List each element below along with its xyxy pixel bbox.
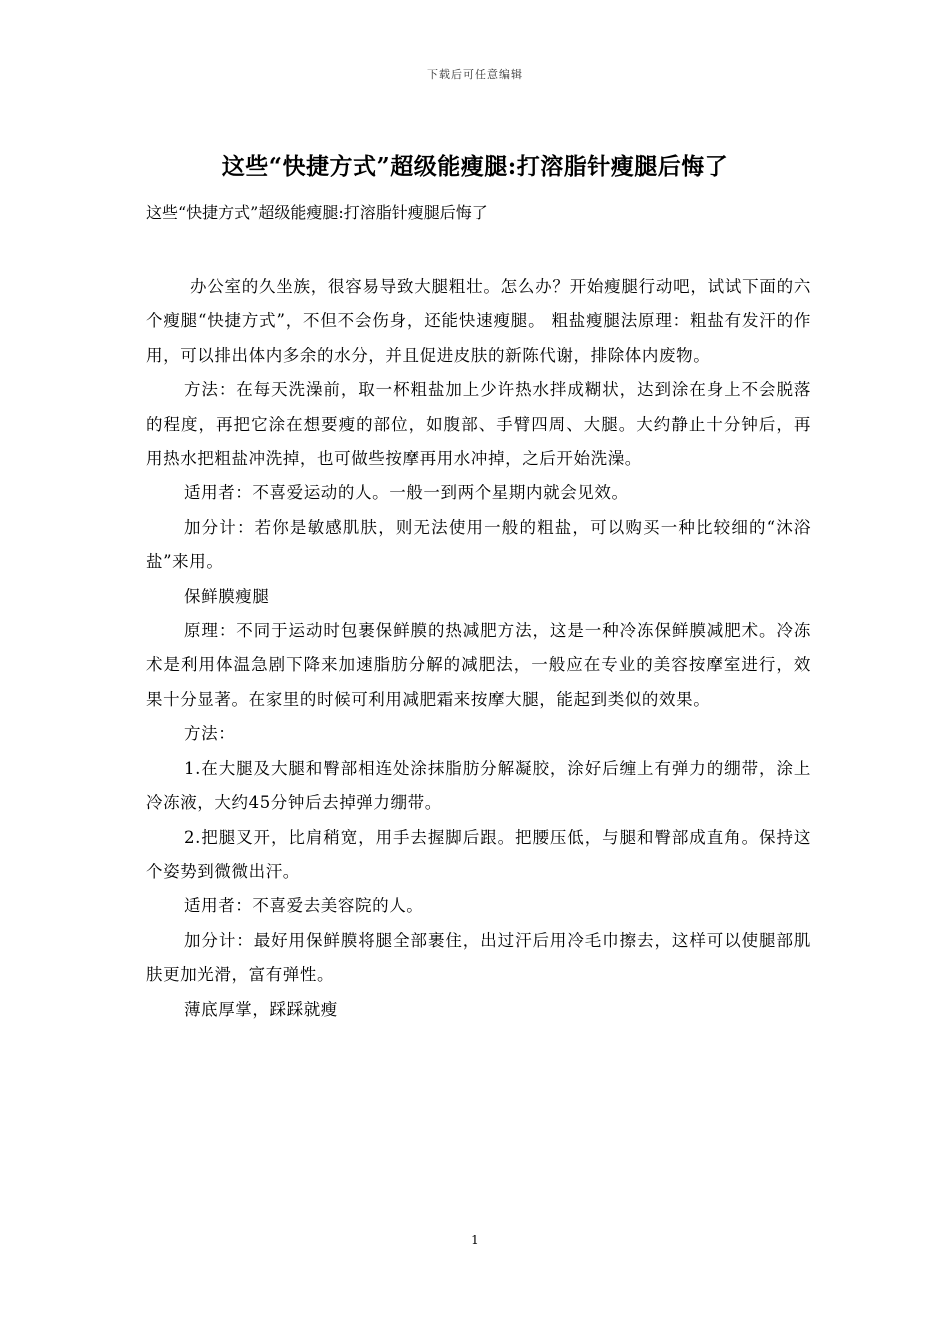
page-number: 1	[471, 1233, 479, 1247]
section-heading-wrap: 保鲜膜瘦腿	[184, 586, 270, 606]
paragraph-step-2: 2.把腿叉开，比肩稍宽，用手去握脚后跟。把腰压低，与腿和臀部成直角。保持这个姿势到微微出汗。	[146, 827, 811, 881]
header-note: 下载后可任意编辑	[427, 68, 523, 81]
paragraph-method-label: 方法：	[184, 724, 236, 744]
document-subtitle: 这些“快捷方式”超级能瘦腿:打溶脂针瘦腿后悔了	[146, 203, 488, 222]
document-title: 这些“快捷方式”超级能瘦腿:打溶脂针瘦腿后悔了	[221, 153, 729, 180]
document-body	[146, 270, 811, 1027]
paragraph-method-salt: 方法：在每天洗澡前，取一杯粗盐加上少许热水拌成糊状，达到涂在身上不会脱落的程度，再把它涂在想要瘦的部位，如腹部、手臂四周、大腿。大约静止十分钟后，再用热水把粗盐冲洗掉，也可做些按摩再用水冲掉，之后开始洗澡。	[146, 380, 811, 469]
paragraph-suitable-wrap: 适用者：不喜爱去美容院的人。	[184, 896, 424, 916]
paragraph-intro: 办公室的久坐族，很容易导致大腿粗壮。怎么办？开始瘦腿行动吧，试试下面的六个瘦腿“快捷方式”，不但不会伤身，还能快速瘦腿。 粗盐瘦腿法原理：粗盐有发汗的作用，可以排出体内多余的水分，并且促进皮肤的新陈代谢，排除体内废物。	[146, 277, 811, 365]
paragraph-bonus-wrap: 加分计：最好用保鲜膜将腿全部裹住，出过汗后用冷毛巾擦去，这样可以使腿部肌肤更加光滑，富有弹性。	[146, 930, 811, 985]
paragraph-step-1: 1.在大腿及大腿和臀部相连处涂抹脂肪分解凝胶，涂好后缠上有弹力的绷带，涂上冷冻液，大约45分钟后去掉弹力绷带。	[146, 758, 811, 813]
paragraph-bonus-salt: 加分计：若你是敏感肌肤，则无法使用一般的粗盐，可以购买一种比较细的“沐浴盐”来用。	[146, 517, 811, 572]
section-heading-shoes: 薄底厚掌，踩踩就瘦	[184, 999, 338, 1019]
paragraph-principle-wrap: 原理：不同于运动时包裹保鲜膜的热减肥方法，这是一种冷冻保鲜膜减肥术。冷冻术是利用体温急剧下降来加速脂肪分解的减肥法，一般应在专业的美容按摩室进行，效果十分显著。在家里的时候可利用减肥霜来按摩大腿，能起到类似的效果。	[146, 621, 811, 709]
paragraph-suitable-salt: 适用者：不喜爱运动的人。一般一到两个星期内就会见效。	[184, 483, 629, 503]
